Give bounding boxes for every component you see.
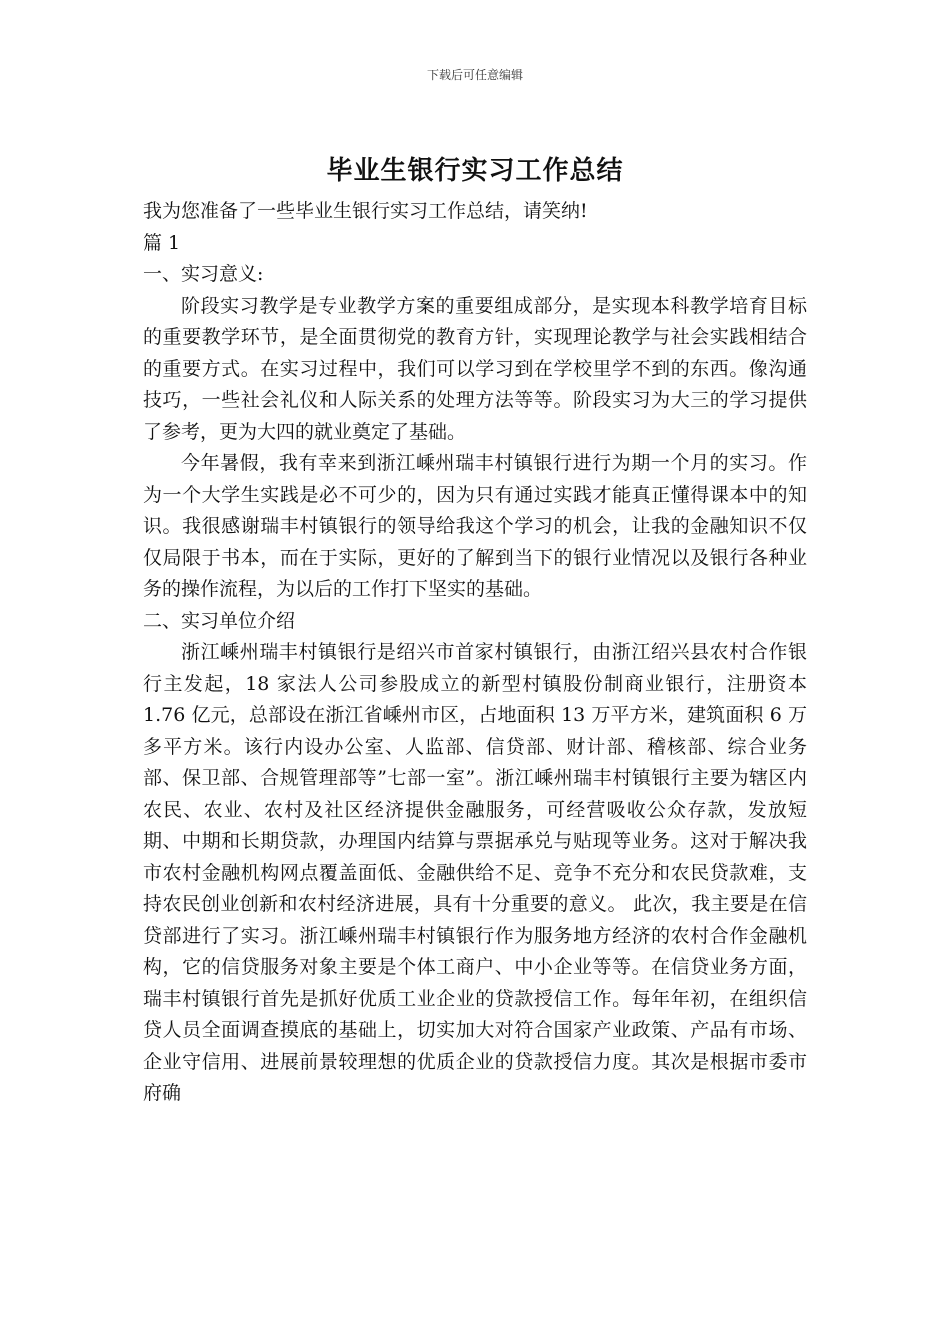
document-body <box>143 196 807 1110</box>
chapter-label: 篇 1 <box>143 231 181 254</box>
document-title: 毕业生银行实习工作总结 <box>326 156 624 186</box>
section-heading-2: 二、实习单位介绍 <box>143 609 296 632</box>
intro-paragraph: 我为您准备了一些毕业生银行实习工作总结，请笑纳! <box>143 200 588 222</box>
body-paragraph: 今年暑假，我有幸来到浙江嵊州瑞丰村镇银行进行为期一个月的实习。作为一个大学生实践是必不可少的，因为只有通过实践才能真正懂得课本中的知识。我很感谢瑞丰村镇银行的领导给我这个学习的机会，让我的金融知识不仅仅局限于书本，而在于实际，更好的了解到当下的银行业情况以及银行各种业务的操作流程，为以后的工作打下坚实的基础。 <box>143 452 807 600</box>
body-paragraph: 浙江嵊州瑞丰村镇银行是绍兴市首家村镇银行，由浙江绍兴县农村合作银行主发起，18 家法人公司参股成立的新型村镇股份制商业银行，注册资本 1.76 亿元，总部设在浙江省嵊州市区，占地面积 13 万平方米，建筑面积 6 万多平方米。该行内设办公室、人监部、信贷部、财计部、稽核部、综合业务部、保卫部、合规管理部等”七部一室”。浙江嵊州瑞丰村镇银行主要为辖区内农民、农业、农村及社区经济提供金融服务，可经营吸收公众存款，发放短期、中期和长期贷款，办理国内结算与票据承兑与贴现等业务。这对于解决我市农村金融机构网点覆盖面低、金融供给不足、竞争不充分和农民贷款难，支持农民创业创新和农村经济进展，具有十分重要的意义。 此次，我主要是在信贷部进行了实习。浙江嵊州瑞丰村镇银行作为服务地方经济的农村合作金融机构，它的信贷服务对象主要是个体工商户、中小企业等等。在信贷业务方面，瑞丰村镇银行首先是抓好优质工业企业的贷款授信工作。每年年初，在组织信贷人员全面调查摸底的基础上，切实加大对符合国家产业政策、产品有市场、企业守信用、进展前景较理想的优质企业的贷款授信力度。其次是根据市委市府确 <box>143 641 807 1104</box>
header-note: 下载后可任意编辑 <box>426 68 523 82</box>
body-paragraph: 阶段实习教学是专业教学方案的重要组成部分，是实现本科教学培育目标的重要教学环节，是全面贯彻党的教育方针，实现理论教学与社会实践相结合的重要方式。在实习过程中，我们可以学习到在学校里学不到的东西。像沟通技巧，一些社会礼仪和人际关系的处理方法等等。阶段实习为大三的学习提供了参考，更为大四的就业奠定了基础。 <box>143 294 807 443</box>
section-heading-1: 一、实习意义: <box>143 263 264 285</box>
